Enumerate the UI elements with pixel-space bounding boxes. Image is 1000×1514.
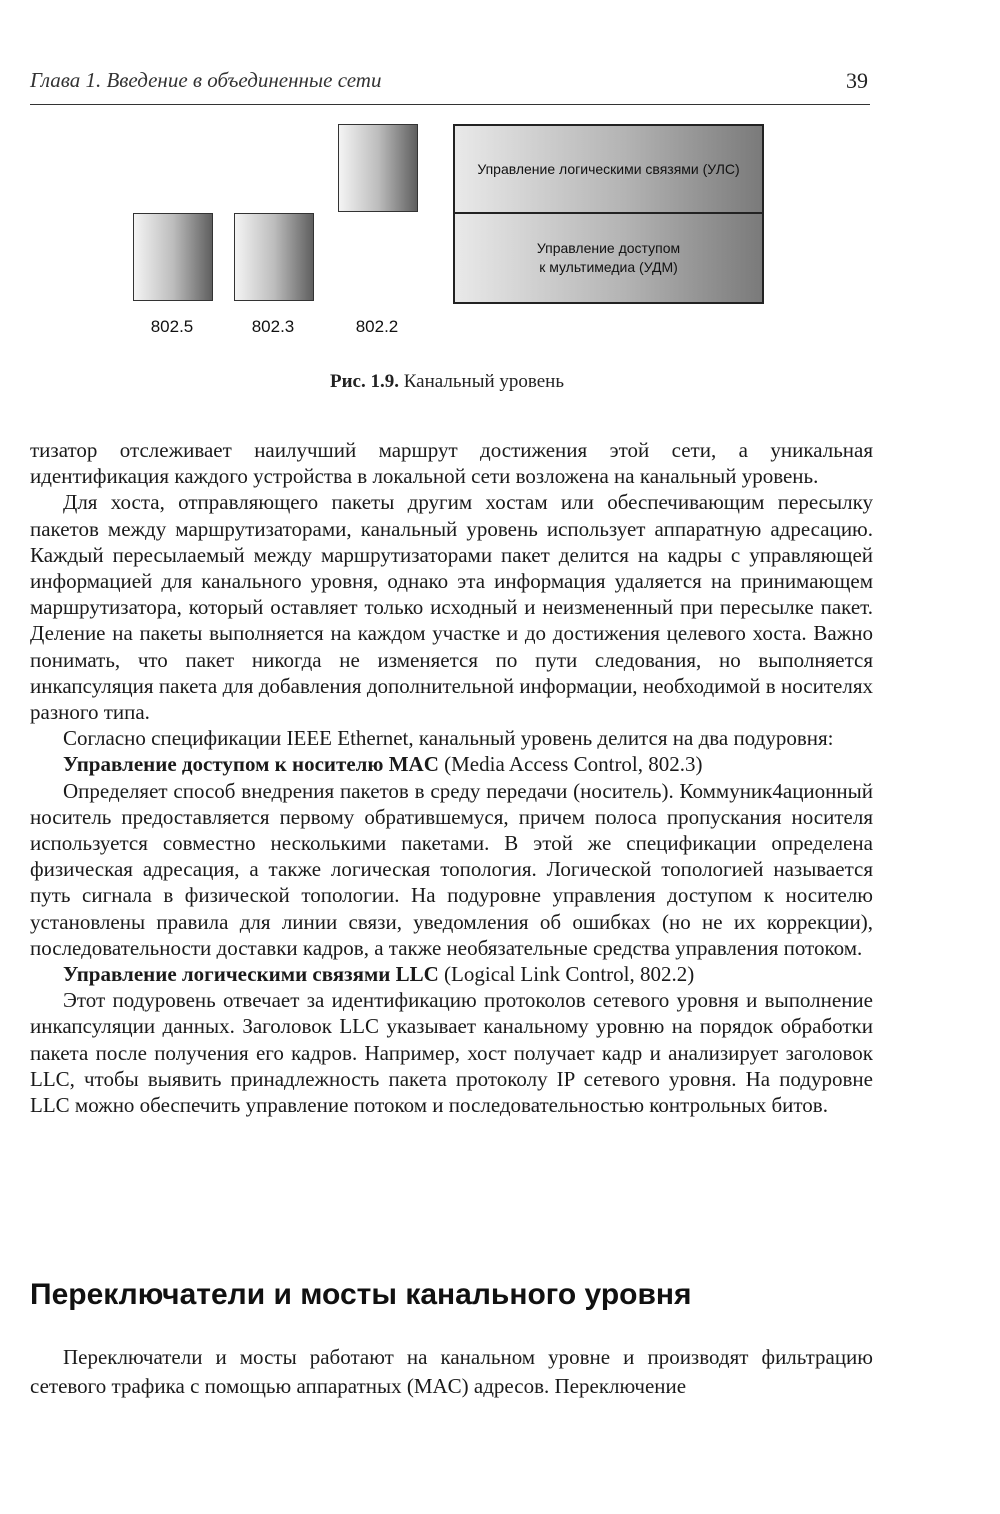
tile-label-802-2: 802.2	[355, 317, 399, 336]
paragraph: Определяет способ внедрения пакетов в среду передачи (носитель). Коммуник4ационный носитель предоставляется первому обратившемуся, причем полоса пропускания носителя используется совместно несколькими пакетами. В этой же спецификации определена физическая адресация, а также логическая топология. Логической топологией называется путь сигнала в физической топологии. На подуровне управления доступом к носителю установлены правила для линии связи, уведомления об ошибках (но не их коррекции), последовательности доставки кадров, а также необязательные средства управления потоком.	[30, 778, 873, 960]
tile-label-802-5: 802.5	[150, 317, 194, 336]
mac-layer-label-line1: Управление доступом	[536, 240, 681, 256]
definition-term-mac	[30, 751, 873, 777]
figure-data-link-layer	[0, 115, 1000, 395]
tile-802-5	[133, 213, 213, 301]
paragraph: Переключатели и мосты работают на канальном уровне и производят фильтрацию сетевого трафика с помощью аппаратных (MAC) адресов. Переключение	[30, 1345, 873, 1398]
paragraph: Согласно спецификации IEEE Ethernet, канальный уровень делится на два подуровня:	[63, 726, 834, 751]
tile-802-3	[234, 213, 314, 301]
section-heading: Переключатели и мосты канального уровня	[30, 1278, 692, 1311]
term-llc: Управление логическими связями LLC	[63, 962, 439, 987]
term-mac: Управление доступом к носителю MAC	[63, 752, 439, 777]
layer-stack	[453, 124, 764, 304]
term-mac-note: (Media Access Control, 802.3)	[444, 752, 703, 777]
tile-802-2	[338, 124, 418, 212]
paragraph: тизатор отслеживает наилучший маршрут достижения этой сети, а уникальная идентификация каждого устройства в локальной сети возложена на канальный уровень.	[30, 438, 873, 489]
mac-layer	[455, 214, 762, 302]
caption-text: Канальный уровень	[403, 371, 564, 392]
mac-layer-label-line2: к мультимедиа (УДМ)	[539, 259, 678, 275]
llc-layer-label: Управление логическими связями (УЛС)	[477, 160, 740, 177]
section-text	[30, 1343, 873, 1401]
running-header	[30, 66, 870, 105]
body-text	[30, 437, 873, 1118]
page-number: 39	[846, 68, 868, 93]
definition-term-llc	[30, 961, 873, 987]
term-llc-note: (Logical Link Control, 802.2)	[444, 962, 695, 987]
figure-caption	[0, 371, 894, 393]
paragraph: Этот подуровень отвечает за идентификацию протоколов сетевого уровня и выполнение инкапсуляции данных. Заголовок LLC указывает канальному уровню на порядок обработки пакета после получения его кадров. Например, хост получает кадр и анализирует заголовок LLC, чтобы выявить принадлежность пакета протоколу IP сетевого уровня. На подуровне LLC можно обеспечить управление потоком и последовательностью контрольных битов.	[30, 988, 873, 1118]
chapter-title: Глава 1. Введение в объединенные сети	[30, 68, 382, 92]
caption-label: Рис. 1.9.	[330, 371, 399, 392]
paragraph: Для хоста, отправляющего пакеты другим хостам или обеспечивающим пересылку пакетов между маршрутизаторами, канальный уровень использует аппаратную адресацию. Каждый пересылаемый между маршрутизаторами пакет делится на кадры с управляющей информацией для канального уровня, однако эта информация удаляется на принимающем маршрутизатора, который оставляет только исходный и неизмененный при пересылке пакет. Деление на пакеты выполняется на каждом участке и до достижения целевого хоста. Важно понимать, что пакет никогда не изменяется по пути следования, но выполняется инкапсуляция пакета для добавления дополнительной информации, необходимой в носителях разного типа.	[30, 490, 873, 725]
llc-layer	[455, 126, 762, 214]
tile-label-802-3: 802.3	[251, 317, 295, 336]
